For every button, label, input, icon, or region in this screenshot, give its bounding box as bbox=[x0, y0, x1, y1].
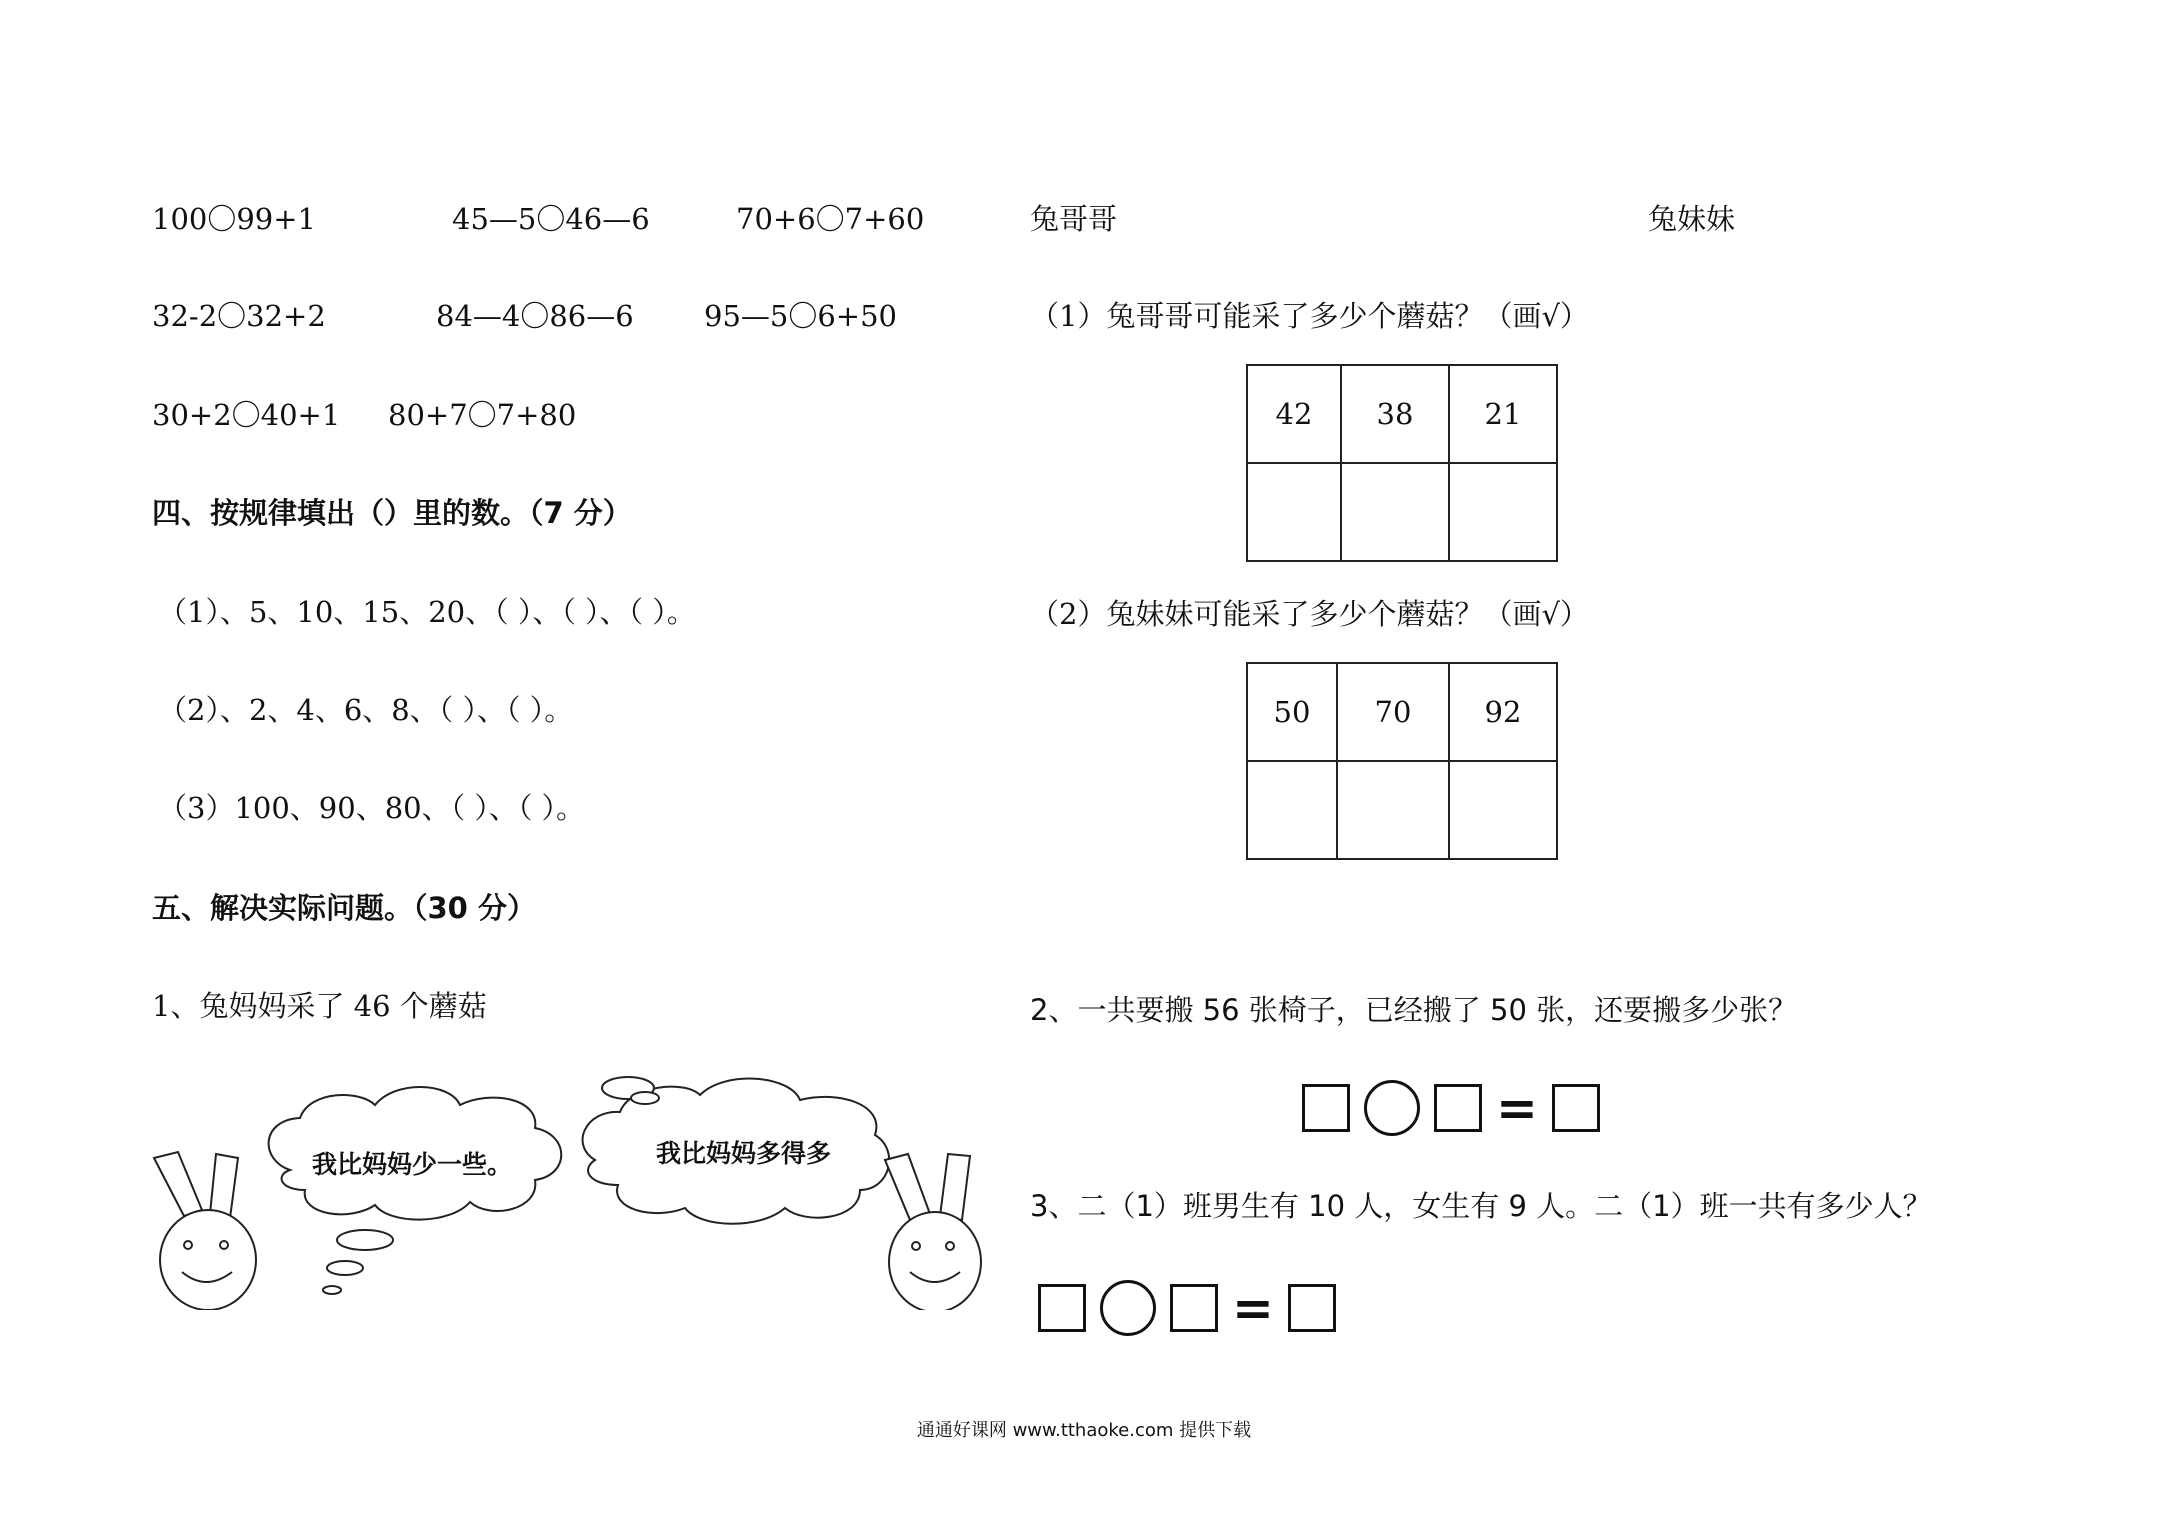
table1-check-cell[interactable] bbox=[1341, 463, 1449, 561]
table2-check-cell[interactable] bbox=[1337, 761, 1449, 859]
pattern-item-3: （3）100、90、80、（ ）、（ ）。 bbox=[158, 791, 586, 825]
rabbits-illustration bbox=[140, 1050, 990, 1310]
answer-box[interactable] bbox=[1170, 1284, 1218, 1332]
answer-table-2 bbox=[1246, 662, 1558, 860]
question-2: 2、一共要搬 56 张椅子，已经搬了 50 张，还要搬多少张？ bbox=[1030, 993, 1798, 1027]
compare-1-3: 70+6〇7+60 bbox=[736, 202, 925, 236]
rabbit-right bbox=[885, 1154, 981, 1310]
thought-dot-5 bbox=[631, 1092, 659, 1104]
answer-table-1 bbox=[1246, 364, 1558, 562]
section4-title: 四、按规律填出（）里的数。（7 分） bbox=[152, 496, 632, 530]
answer-box[interactable] bbox=[1552, 1084, 1600, 1132]
name-sister: 兔妹妹 bbox=[1648, 202, 1736, 236]
name-brother: 兔哥哥 bbox=[1030, 202, 1118, 236]
answer-box[interactable] bbox=[1288, 1284, 1336, 1332]
compare-1-2: 45—5〇46—6 bbox=[452, 202, 650, 236]
answer-box[interactable] bbox=[1038, 1284, 1086, 1332]
table1-cell: 21 bbox=[1449, 365, 1557, 463]
answer-box[interactable] bbox=[1302, 1084, 1350, 1132]
footer-credit: 通通好课网 www.tthaoke.com 提供下载 bbox=[916, 1420, 1252, 1441]
thought-dot-2 bbox=[327, 1261, 363, 1275]
table2-cell: 70 bbox=[1337, 663, 1449, 761]
bubble-left-text: 我比妈妈少一些。 bbox=[312, 1150, 513, 1179]
compare-3-2: 80+7〇7+80 bbox=[388, 398, 577, 432]
equals-sign: = bbox=[1232, 1279, 1274, 1337]
pattern-item-1: （1）、5、10、15、20、（ ）、（ ）、（ ）。 bbox=[158, 595, 696, 629]
question-3: 3、二（1）班男生有 10 人，女生有 9 人。二（1）班一共有多少人？ bbox=[1030, 1189, 1932, 1223]
table2-cell: 50 bbox=[1247, 663, 1337, 761]
sub-question-1: （1）兔哥哥可能采了多少个蘑菇？（画√） bbox=[1030, 299, 1589, 333]
operator-circle[interactable] bbox=[1364, 1080, 1420, 1136]
table2-cell: 92 bbox=[1449, 663, 1557, 761]
table1-cell: 38 bbox=[1341, 365, 1449, 463]
pattern-item-2: （2）、2、4、6、8、（ ）、（ ）。 bbox=[158, 693, 574, 727]
table1-cell: 42 bbox=[1247, 365, 1341, 463]
table1-check-cell[interactable] bbox=[1247, 463, 1341, 561]
question-1: 1、兔妈妈采了 46 个蘑菇 bbox=[152, 989, 487, 1023]
operator-circle[interactable] bbox=[1100, 1280, 1156, 1336]
rabbit-left bbox=[154, 1152, 256, 1310]
table2-check-cell[interactable] bbox=[1247, 761, 1337, 859]
table2-check-cell[interactable] bbox=[1449, 761, 1557, 859]
compare-2-1: 32-2〇32+2 bbox=[152, 299, 326, 333]
compare-2-2: 84—4〇86—6 bbox=[436, 299, 634, 333]
compare-2-3: 95—5〇6+50 bbox=[704, 299, 898, 333]
table1-check-cell[interactable] bbox=[1449, 463, 1557, 561]
section5-title: 五、解决实际问题。（30 分） bbox=[152, 891, 536, 925]
thought-dot-1 bbox=[337, 1230, 393, 1250]
equation-2 bbox=[1302, 1080, 1600, 1136]
sub-question-2: （2）兔妹妹可能采了多少个蘑菇？（画√） bbox=[1030, 597, 1589, 631]
thought-dot-3 bbox=[323, 1286, 341, 1294]
equation-3 bbox=[1038, 1280, 1336, 1336]
bubble-right-text: 我比妈妈多得多 bbox=[656, 1139, 832, 1168]
compare-3-1: 30+2〇40+1 bbox=[152, 398, 341, 432]
equals-sign: = bbox=[1496, 1079, 1538, 1137]
compare-1-1: 100〇99+1 bbox=[152, 202, 317, 236]
answer-box[interactable] bbox=[1434, 1084, 1482, 1132]
